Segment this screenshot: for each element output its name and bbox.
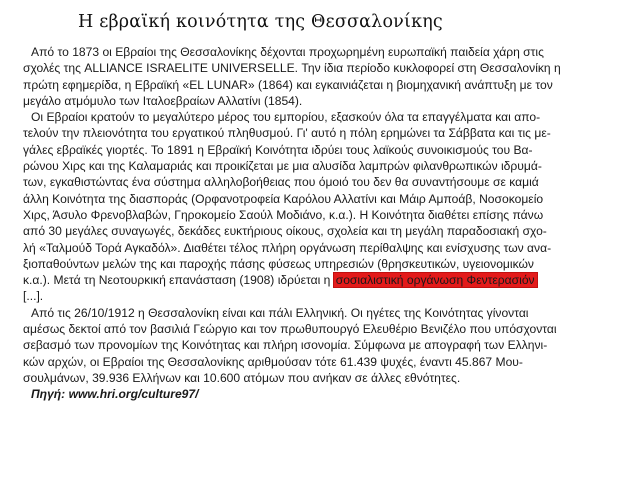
text-line: ξιοπαθούντων μελών της και παροχής πάσης φύσεως υπηρεσιών (θρησκευτικών, υγειονομικών: [23, 256, 534, 271]
text-line: Από το 1873 οι Εβραίοι της Θεσσαλονίκης δέχονται προχωρημένη ευρωπαϊκή παιδεία χάρη στις: [31, 45, 544, 59]
text-line: Από τις 26/10/1912 η Θεσσαλονίκη είναι και πάλι Ελληνική. Οι ηγέτες της Κοινότητας γίνονται: [31, 305, 529, 320]
text-line: Χιρς, Άσυλο Φρενοβλαβών, Γηροκομείο Σαούλ Μοδιάνο, κ.α.). Η Κοινότητα διαθέτει επίσης πάνω: [23, 207, 544, 222]
text-line: τελούν την πλειονότητα του εργατικού πληθυσμού. Γι' αυτό η πόλη ερημώνει τα Σάββατα και τις με-: [23, 126, 551, 141]
text-line: Οι Εβραίοι κρατούν το μεγαλύτερο μέρος του εμπορίου, εξασκούν όλα τα επαγγέλματα και απο-: [31, 110, 541, 125]
text-line: [...].: [23, 289, 44, 304]
text-line: κών αρχών, οι Εβραίοι της Θεσσαλονίκης αριθμούσαν τότε 61.439 ψυχές, έναντι 45.867 Μου-: [23, 354, 523, 369]
text-line: αμέσως δεκτοί από τον βασιλιά Γεώργιο και τον πρωθυπουργό Ελευθέριο Βενιζέλο που υπόσχονται: [23, 322, 557, 337]
text-line: άλλη Κοινότητα της διασποράς (Ορφανοτροφεία Καρόλου Αλλατίνι και Μάιρ Αμποάβ, Νοσοκομείο: [23, 191, 544, 206]
text-line: σχολές της ALLIANCE ISRAELITE UNIVERSELLE. Την ίδια περίοδο κυκλοφορεί στη Θεσσαλονίκη η: [23, 61, 561, 76]
text-line: ρώνου Χιρς και της Καλαμαριάς και προικίζεται με μια αλυσίδα λαμπρών φιλανθρωπικών ιδρυμά-: [23, 159, 542, 174]
text-line: γάλες εβραϊκές γιορτές. Το 1891 η Εβραϊκή Κοινότητα ιδρύει τους λαϊκούς συνοικισμούς του Βα-: [23, 142, 533, 157]
text-line-highlighted: [23, 272, 629, 288]
text-line: σεβασμό των προνομίων της Κοινότητας και πλήρη ισονομία. Σύμφωνα με απογραφή των Ελληνι-: [23, 338, 548, 353]
text-line: σουλμάνων, 39.936 Ελλήνων και 10.600 ατόμων που ανήκαν σε άλλες εθνότητες.: [23, 370, 461, 385]
text-line: των, εγκαθιστώντας ένα σύστημα αλληλοβοήθειας που όμοιό του δεν θα συναντήσουμε σε καμιά: [23, 175, 539, 190]
document-body: [23, 44, 629, 403]
text-line: πρώτη εφημερίδα, η Εβραϊκή «EL LUNAR» (1864) και εγκαινιάζεται η βιομηχανική ανάπτυξη με τον: [23, 77, 553, 92]
source-citation: Πηγή: www.hri.org/culture97/: [31, 387, 199, 402]
highlighted-phrase: σοσιαλιστική οργάνωση Φεντερασιόν: [335, 273, 535, 288]
text-line: λή «Ταλμούδ Τορά Αγκαδόλ». Διαθέτει τέλος πλήρη οργάνωση περίθαλψης και ενίσχυσης των ανα-: [23, 240, 552, 255]
line-text: κ.α.). Μετά τη Νεοτουρκική επανάσταση (1908) ιδρύεται η: [23, 273, 334, 288]
text-line: μεγάλο ατμόμυλο των Ιταλοεβραίων Αλλατίνι (1854).: [23, 93, 303, 108]
text-line: από 30 μεγάλες συναγωγές, δεκάδες ευκτήριους οίκους, σχολεία και τη μεγάλη παραδοσιακή σχο-: [23, 224, 547, 239]
page-title: Η εβραϊκή κοινότητα της Θεσσαλονίκης: [78, 12, 443, 32]
